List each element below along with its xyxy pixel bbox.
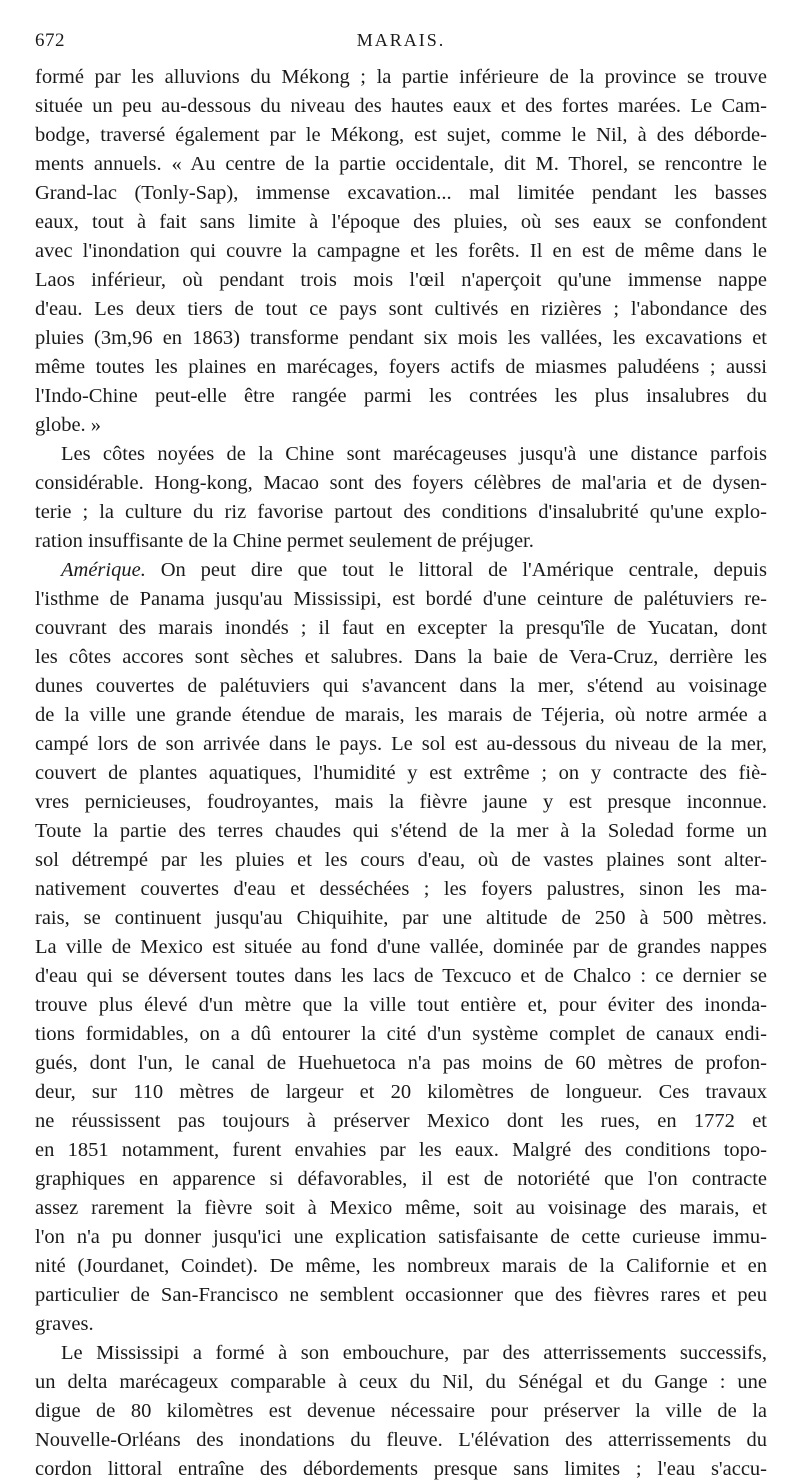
text-line: de la ville une grande étendue de marais, les marais de Téjeria, où notre armée a bbox=[35, 704, 767, 726]
text-line: trouve plus élevé d'un mètre que la ville tout entière et, pour éviter des inonda- bbox=[35, 994, 767, 1016]
text-line: couvrant des marais inondés ; il faut en excepter la presqu'île de Yucatan, dont bbox=[35, 617, 767, 639]
text-line: digue de 80 kilomètres est devenue nécessaire pour préserver la ville de la bbox=[35, 1400, 767, 1422]
text-line: couvert de plantes aquatiques, l'humidité y est extrême ; on y contracte des fiè- bbox=[35, 762, 767, 784]
body-text bbox=[35, 63, 767, 1484]
text-line: ration insuffisante de la Chine permet seulement de préjuger. bbox=[35, 530, 534, 552]
text-line: l'on n'a pu donner jusqu'ici une explication satisfaisante de cette curieuse immu- bbox=[35, 1226, 767, 1248]
text-line: les côtes accores sont sèches et salubres. Dans la baie de Vera-Cruz, derrière les bbox=[35, 646, 767, 668]
section-line bbox=[35, 556, 767, 585]
page-header bbox=[35, 30, 767, 58]
running-title: MARAIS. bbox=[356, 30, 446, 50]
text-line: Laos inférieur, où pendant trois mois l'œil n'aperçoit qu'une immense nappe bbox=[35, 269, 767, 291]
text-line: bodge, traversé également par le Mékong, est sujet, comme le Nil, à des déborde- bbox=[35, 124, 767, 146]
text-line: nité (Jourdanet, Coindet). De même, les nombreux marais de la Californie et en bbox=[35, 1255, 767, 1277]
text-line: Grand-lac (Tonly-Sap), immense excavation... mal limitée pendant les basses bbox=[35, 182, 767, 204]
text-line: un delta marécageux comparable à ceux du Nil, du Sénégal et du Gange : une bbox=[35, 1371, 767, 1393]
text-line: Nouvelle-Orléans des inondations du fleuve. L'élévation des atterrissements du bbox=[35, 1429, 767, 1451]
text-line: rais, se continuent jusqu'au Chiquihite, par une altitude de 250 à 500 mètres. bbox=[35, 907, 767, 929]
text-line: nativement couvertes d'eau et desséchées ; les foyers palustres, sinon les ma- bbox=[35, 878, 767, 900]
text-line: l'isthme de Panama jusqu'au Mississipi, est bordé d'une ceinture de palétuviers re- bbox=[35, 588, 767, 610]
text-line: considérable. Hong-kong, Macao sont des foyers célèbres de mal'aria et de dysen- bbox=[35, 472, 767, 494]
text-line: l'Indo-Chine peut-elle être rangée parmi les contrées les plus insalubres du bbox=[35, 385, 767, 407]
text-line: particulier de San-Francisco ne semblent occasionner que des fièvres rares et peu bbox=[35, 1284, 767, 1306]
text-line: sol détrempé par les pluies et les cours d'eau, où de vastes plaines sont alter- bbox=[35, 849, 767, 871]
text-line: cordon littoral entraîne des débordements presque sans limites ; l'eau s'accu- bbox=[35, 1458, 767, 1480]
text-line: formé par les alluvions du Mékong ; la partie inférieure de la province se trouve bbox=[35, 66, 767, 88]
text-line: graves. bbox=[35, 1313, 94, 1335]
text-line: gués, dont l'un, le canal de Huehuetoca n'a pas moins de 60 mètres de profon- bbox=[35, 1052, 767, 1074]
text-line: eaux, tout à fait sans limite à l'époque des pluies, où ses eaux se confondent bbox=[35, 211, 767, 233]
text-line: terie ; la culture du riz favorise partout des conditions d'insalubrité qu'une explo- bbox=[35, 501, 767, 523]
section-heading: Amérique. bbox=[61, 559, 146, 581]
text-line: située un peu au-dessous du niveau des hautes eaux et des fortes marées. Le Cam- bbox=[35, 95, 767, 117]
text-line: d'eau qui se déversent toutes dans les lacs de Texcuco et de Chalco : ce dernier se bbox=[35, 965, 767, 987]
text-line: deur, sur 110 mètres de largeur et 20 kilomètres de longueur. Ces travaux bbox=[35, 1081, 767, 1103]
text-line: ne réussissent pas toujours à préserver Mexico dont les rues, en 1772 et bbox=[35, 1110, 767, 1132]
text-line: tions formidables, on a dû entourer la cité d'un système complet de canaux endi- bbox=[35, 1023, 767, 1045]
text-line: assez rarement la fièvre soit à Mexico même, soit au voisinage des marais, et bbox=[35, 1197, 767, 1219]
text-line: pluies (3m,96 en 1863) transforme pendant six mois les vallées, les excavations et bbox=[35, 327, 767, 349]
section-text: On peut dire que tout le littoral de l'Amérique centrale, depuis bbox=[145, 559, 767, 581]
text-line: en 1851 notamment, furent envahies par les eaux. Malgré des conditions topo- bbox=[35, 1139, 767, 1161]
text-line: dunes couvertes de palétuviers qui s'avancent dans la mer, s'étend au voisinage bbox=[35, 675, 767, 697]
text-line: avec l'inondation qui couvre la campagne et les forêts. Il en est de même dans le bbox=[35, 240, 767, 262]
text-line: ments annuels. « Au centre de la partie occidentale, dit M. Thorel, se rencontre le bbox=[35, 153, 767, 175]
page-number: 672 bbox=[35, 30, 65, 51]
text-line: Le Mississipi a formé à son embouchure, par des atterrissements successifs, bbox=[61, 1342, 767, 1364]
text-line: La ville de Mexico est située au fond d'une vallée, dominée par de grandes nappes bbox=[35, 936, 767, 958]
text-line: graphiques en apparence si défavorables, il est de notoriété que l'on contracte bbox=[35, 1168, 767, 1190]
text-line: d'eau. Les deux tiers de tout ce pays sont cultivés en rizières ; l'abondance des bbox=[35, 298, 767, 320]
text-line: vres pernicieuses, foudroyantes, mais la fièvre jaune y est presque inconnue. bbox=[35, 791, 767, 813]
text-line: même toutes les plaines en marécages, foyers actifs de miasmes paludéens ; aussi bbox=[35, 356, 767, 378]
text-line: Les côtes noyées de la Chine sont marécageuses jusqu'à une distance parfois bbox=[61, 443, 767, 465]
text-line: Toute la partie des terres chaudes qui s'étend de la mer à la Soledad forme un bbox=[35, 820, 767, 842]
text-line: campé lors de son arrivée dans le pays. Le sol est au-dessous du niveau de la mer, bbox=[35, 733, 767, 755]
text-line: globe. » bbox=[35, 414, 102, 436]
